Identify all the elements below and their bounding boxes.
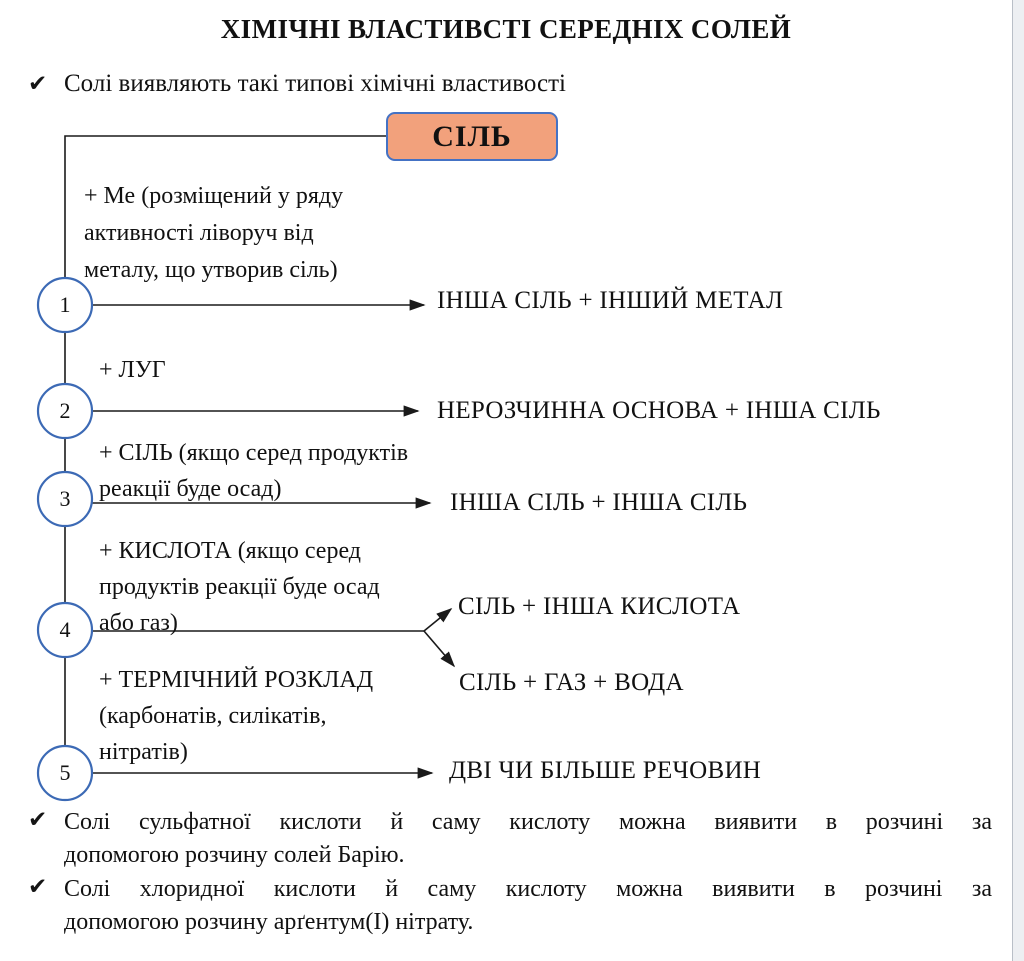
reagent-acid-line-3: або газ)	[99, 610, 178, 636]
page-title: ХІМІЧНІ ВЛАСТИВСТІ СЕРЕДНІХ СОЛЕЙ	[220, 14, 792, 44]
note-chloride-line-1: Солі хлоридної кислоти й саму кислоту можна виявити в розчині за	[64, 876, 992, 902]
product-3: ІНША СІЛЬ + ІНША СІЛЬ	[450, 489, 748, 516]
arrow-branch-4-down	[424, 631, 454, 666]
reagent-thermal	[99, 662, 373, 770]
product-4b: СІЛЬ + ГАЗ + ВОДА	[459, 669, 684, 696]
reagent-salt-line-2: реакції буде осад)	[99, 476, 282, 502]
root-node-salt: СІЛЬ	[386, 112, 558, 161]
step-number-4: 4	[59, 617, 71, 642]
reagent-acid-line-1: + КИСЛОТА (якщо серед	[99, 538, 362, 564]
reagent-thermal-line-3: нітратів)	[99, 739, 188, 765]
note-sulfate	[64, 806, 992, 872]
reagent-metal-line-1: + Ме (розміщений у ряду	[84, 183, 344, 209]
reagent-acid	[99, 533, 380, 641]
step-number-2: 2	[59, 398, 71, 423]
arrow-branch-4-up	[424, 609, 451, 631]
intro-text: Солі виявляють такі типові хімічні властивості	[64, 70, 566, 97]
reagent-salt-line-1: + СІЛЬ (якщо серед продуктів	[99, 440, 409, 466]
checkmark-icon: ✔	[28, 807, 48, 833]
note-chloride-line-2: допомогою розчину арґентум(І) нітрату.	[64, 909, 474, 935]
step-number-3: 3	[59, 486, 71, 511]
reagent-thermal-line-2: (карбонатів, силікатів,	[99, 703, 327, 729]
reagent-salt	[99, 435, 408, 507]
checkmark-icon: ✔	[28, 874, 48, 900]
checkmark-icon: ✔	[28, 71, 48, 97]
reagent-alkali-line-1: + ЛУГ	[99, 357, 166, 383]
product-2: НЕРОЗЧИННА ОСНОВА + ІНША СІЛЬ	[437, 397, 881, 424]
reagent-thermal-line-1: + ТЕРМІЧНИЙ РОЗКЛАД	[99, 667, 374, 693]
step-number-1: 1	[59, 292, 71, 317]
note-sulfate-line-1: Солі сульфатної кислоти й саму кислоту можна виявити в розчині за	[64, 809, 992, 835]
product-4a: СІЛЬ + ІНША КИСЛОТА	[458, 593, 741, 620]
reagent-metal-line-3: металу, що утворив сіль)	[84, 257, 338, 283]
reagent-acid-line-2: продуктів реакції буде осад	[99, 574, 380, 600]
reagent-metal	[84, 178, 343, 289]
note-chloride	[64, 873, 992, 939]
page-edge-strip	[1012, 0, 1024, 961]
product-5: ДВІ ЧИ БІЛЬШЕ РЕЧОВИН	[449, 757, 762, 784]
reagent-alkali	[99, 352, 166, 389]
step-number-5: 5	[59, 760, 71, 785]
reagent-metal-line-2: активності ліворуч від	[84, 220, 314, 246]
note-sulfate-line-2: допомогою розчину солей Барію.	[64, 842, 405, 868]
product-1: ІНША СІЛЬ + ІНШИЙ МЕТАЛ	[437, 287, 784, 314]
